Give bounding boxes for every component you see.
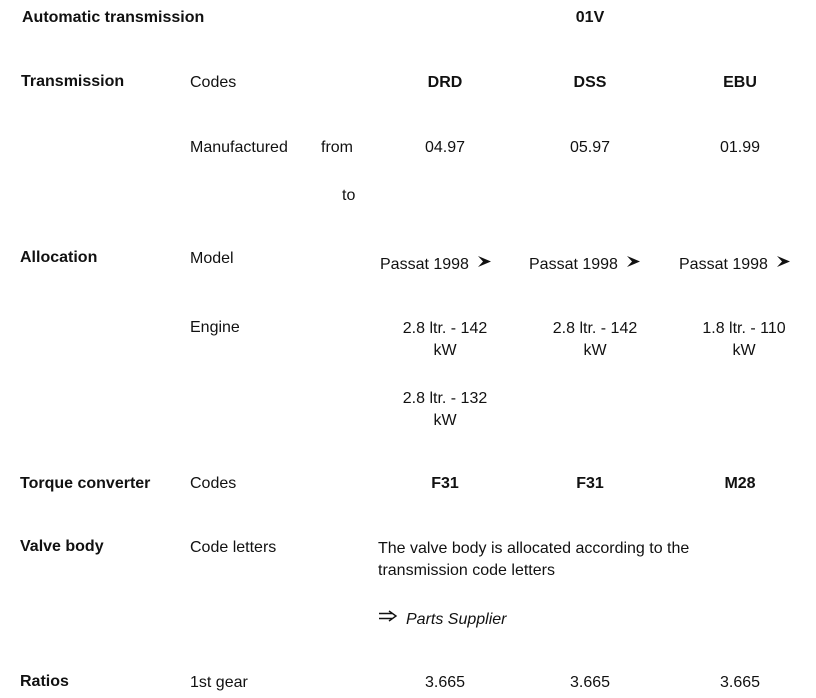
ratio-drd: 3.665 bbox=[424, 674, 466, 691]
codes-label: Codes bbox=[190, 74, 237, 91]
engine-ebu: 1.8 ltr. - 110 kW bbox=[702, 320, 786, 359]
parts-supplier-link[interactable] bbox=[378, 608, 507, 630]
engine-drd-alt: 2.8 ltr. - 132 kW bbox=[402, 390, 488, 429]
code-drd: DRD bbox=[427, 74, 463, 91]
code-dss: DSS bbox=[573, 74, 607, 91]
chevron-right-icon[interactable] bbox=[477, 254, 492, 274]
to-label: to bbox=[342, 187, 356, 204]
transmission-family-code: 01V bbox=[575, 9, 605, 26]
tc-code-ebu: M28 bbox=[724, 475, 756, 492]
section-allocation: Allocation bbox=[20, 249, 98, 266]
section-ratios: Ratios bbox=[20, 673, 69, 690]
model-dss[interactable] bbox=[529, 254, 641, 275]
section-torque-converter: Torque converter bbox=[20, 475, 151, 492]
section-valve-body: Valve body bbox=[20, 538, 104, 555]
double-arrow-right-icon bbox=[378, 608, 398, 628]
tc-code-dss: F31 bbox=[576, 475, 604, 492]
chevron-right-icon[interactable] bbox=[626, 254, 641, 274]
document-title: Automatic transmission bbox=[22, 9, 205, 26]
engine-drd: 2.8 ltr. - 142 kW bbox=[402, 320, 488, 359]
manufactured-label: Manufactured bbox=[190, 139, 288, 156]
chevron-right-icon[interactable] bbox=[776, 254, 791, 274]
section-transmission: Transmission bbox=[21, 73, 125, 90]
tc-code-drd: F31 bbox=[431, 475, 459, 492]
model-drd[interactable] bbox=[380, 254, 492, 275]
code-letters-label: Code letters bbox=[190, 539, 277, 556]
from-date-ebu: 01.99 bbox=[719, 139, 761, 156]
model-ebu[interactable] bbox=[679, 254, 791, 275]
valve-body-note: The valve body is allocated according to the transmission code letters bbox=[378, 540, 690, 579]
parts-supplier-label: Parts Supplier bbox=[406, 611, 507, 628]
ratio-dss: 3.665 bbox=[569, 674, 611, 691]
first-gear-label: 1st gear bbox=[190, 674, 248, 691]
model-ebu-label: Passat 1998 bbox=[679, 256, 768, 273]
from-date-dss: 05.97 bbox=[569, 139, 611, 156]
engine-label: Engine bbox=[190, 319, 240, 336]
code-ebu: EBU bbox=[723, 74, 757, 91]
model-label: Model bbox=[190, 250, 234, 267]
from-date-drd: 04.97 bbox=[424, 139, 466, 156]
ratio-ebu: 3.665 bbox=[719, 674, 761, 691]
tc-codes-label: Codes bbox=[190, 475, 237, 492]
model-dss-label: Passat 1998 bbox=[529, 256, 618, 273]
model-drd-label: Passat 1998 bbox=[380, 256, 469, 273]
engine-dss: 2.8 ltr. - 142 kW bbox=[552, 320, 638, 359]
from-label: from bbox=[321, 139, 353, 156]
